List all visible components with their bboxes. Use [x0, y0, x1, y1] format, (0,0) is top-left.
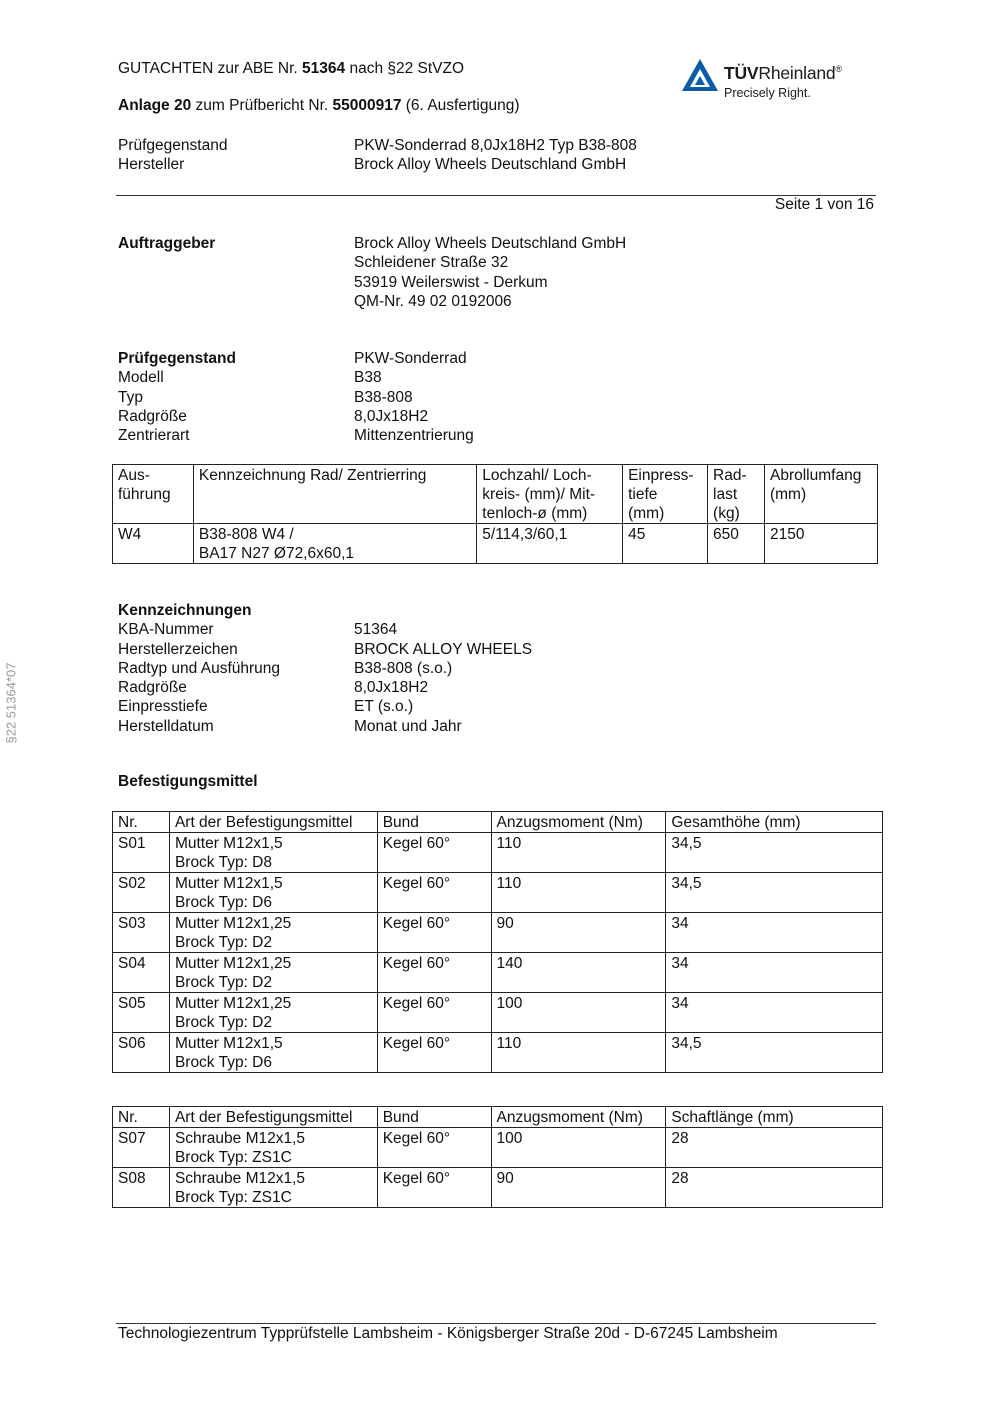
befestigung-heading — [118, 773, 258, 791]
col-header: Abrollumfang (mm) — [764, 465, 877, 524]
table-cell: Mutter M12x1,25 Brock Typ: D2 — [169, 913, 377, 953]
table-cell: Schraube M12x1,5 Brock Typ: ZS1C — [169, 1168, 377, 1208]
kz-key: Herstellerzeichen — [118, 640, 238, 658]
table-cell: Kegel 60° — [377, 1033, 491, 1073]
header-rule — [116, 195, 876, 196]
table-row — [113, 1128, 883, 1168]
header-key: Prüfgegenstand — [118, 137, 228, 154]
table-row — [113, 833, 883, 873]
fastener-table-1 — [112, 811, 883, 1073]
pruef-value: B38 — [354, 369, 382, 387]
table-cell: 28 — [666, 1128, 883, 1168]
report-title — [118, 60, 464, 78]
table-cell: 34,5 — [666, 833, 883, 873]
pruef-key: Radgröße — [118, 407, 187, 425]
pruef-row — [118, 368, 474, 387]
header-value: PKW-Sonderrad 8,0Jx18H2 Typ B38-808 — [354, 137, 637, 154]
pruef-value: 8,0Jx18H2 — [354, 407, 429, 425]
table-cell: Kegel 60° — [377, 1168, 491, 1208]
col-header: Aus- führung — [113, 465, 194, 524]
wheel-table-header — [113, 465, 878, 524]
auftraggeber-row — [118, 292, 626, 311]
table-cell: Kegel 60° — [377, 993, 491, 1033]
col-header: Einpress- tiefe (mm) — [623, 465, 708, 524]
col-header: Art der Befestigungsmittel — [169, 812, 377, 833]
table-cell: 100 — [491, 1128, 666, 1168]
table-cell: Mutter M12x1,5 Brock Typ: D6 — [169, 1033, 377, 1073]
table-cell: Mutter M12x1,5 Brock Typ: D6 — [169, 873, 377, 913]
kennzeichnungen-label: Kennzeichnungen — [118, 602, 252, 619]
kz-value: Monat und Jahr — [354, 717, 462, 735]
kz-value: ET (s.o.) — [354, 698, 414, 716]
table-cell: 140 — [491, 953, 666, 993]
table-cell: Kegel 60° — [377, 833, 491, 873]
wheel-table — [112, 464, 878, 564]
table-cell: 100 — [491, 993, 666, 1033]
table-cell: Kegel 60° — [377, 1128, 491, 1168]
title-suffix: nach §22 StVZO — [345, 60, 465, 77]
pruef-value: B38-808 — [354, 388, 413, 406]
table-cell: W4 — [113, 524, 194, 564]
col-header: Nr. — [113, 812, 170, 833]
kz-row — [118, 659, 532, 678]
pruef-value: PKW-Sonderrad — [354, 350, 467, 367]
table-cell: S01 — [113, 833, 170, 873]
title-text: GUTACHTEN zur ABE Nr. — [118, 60, 303, 77]
header-row — [118, 155, 637, 174]
tuv-triangle-icon — [680, 57, 720, 95]
subtitle-text: zum Prüfbericht Nr. — [191, 97, 333, 114]
table-cell: S02 — [113, 873, 170, 913]
kz-key: Einpresstiefe — [118, 698, 208, 716]
table-cell: Mutter M12x1,5 Brock Typ: D8 — [169, 833, 377, 873]
table-cell: 2150 — [764, 524, 877, 564]
table-cell: Kegel 60° — [377, 913, 491, 953]
table-cell: 90 — [491, 913, 666, 953]
col-header: Bund — [377, 1107, 491, 1128]
kz-row — [118, 620, 532, 639]
logo-tagline: Precisely Right. — [724, 86, 811, 100]
kz-value: B38-808 (s.o.) — [354, 659, 453, 677]
table-cell: S05 — [113, 993, 170, 1033]
kz-row — [118, 697, 532, 716]
pruef-key: Zentrierart — [118, 427, 190, 445]
table-cell: 28 — [666, 1168, 883, 1208]
kz-key: KBA-Nummer — [118, 621, 214, 639]
auftraggeber-line: Brock Alloy Wheels Deutschland GmbH — [354, 235, 627, 252]
pruef-label: Prüfgegenstand — [118, 350, 236, 367]
col-header: Anzugsmoment (Nm) — [491, 812, 666, 833]
report-number: 55000917 — [332, 97, 402, 114]
table-cell: Kegel 60° — [377, 873, 491, 913]
col-header: Rad- last (kg) — [708, 465, 765, 524]
col-header: Gesamthöhe (mm) — [666, 812, 883, 833]
kz-value: BROCK ALLOY WHEELS — [354, 640, 533, 658]
auftraggeber-line: QM-Nr. 49 02 0192006 — [354, 292, 512, 310]
table-cell: B38-808 W4 / BA17 N27 Ø72,6x60,1 — [193, 524, 476, 564]
table-cell: 110 — [491, 873, 666, 913]
pruef-row — [118, 388, 474, 407]
table-row — [113, 993, 883, 1033]
table-row — [113, 1033, 883, 1073]
table-row — [113, 873, 883, 913]
befestigung-label: Befestigungsmittel — [118, 773, 258, 790]
table-row — [113, 953, 883, 993]
table-cell: 34 — [666, 953, 883, 993]
table-row — [113, 524, 878, 564]
table-cell: 34 — [666, 993, 883, 1033]
logo-brand-bold: TÜV — [724, 63, 759, 83]
anlage-label: Anlage 20 — [118, 97, 192, 114]
table-cell: S04 — [113, 953, 170, 993]
fastener-table-header — [113, 1107, 883, 1128]
pruef-row — [118, 349, 474, 368]
tuv-logo — [680, 55, 870, 105]
kz-value: 51364 — [354, 621, 398, 639]
logo-reg: ® — [835, 64, 842, 75]
pruef-key: Typ — [118, 388, 143, 406]
kz-row — [118, 678, 532, 697]
fastener-table-header — [113, 812, 883, 833]
table-cell: 110 — [491, 1033, 666, 1073]
col-header: Schaftlänge (mm) — [666, 1107, 883, 1128]
kennzeichnungen-section — [118, 601, 532, 736]
auftraggeber-line: 53919 Weilerswist - Derkum — [354, 273, 548, 291]
logo-brand-rest: Rheinland — [758, 63, 836, 83]
table-cell: 90 — [491, 1168, 666, 1208]
pruef-row — [118, 426, 474, 445]
auftraggeber-row — [118, 273, 626, 292]
auftraggeber-row — [118, 234, 626, 253]
side-stamp-text: §22 51364*07 — [3, 662, 19, 744]
col-header: Art der Befestigungsmittel — [169, 1107, 377, 1128]
table-cell: 650 — [708, 524, 765, 564]
kz-value: 8,0Jx18H2 — [354, 679, 429, 697]
pruef-value: Mittenzentrierung — [354, 427, 474, 445]
header-info — [118, 136, 637, 175]
abe-number: 51364 — [302, 60, 346, 77]
table-row — [113, 1168, 883, 1208]
table-cell: Mutter M12x1,25 Brock Typ: D2 — [169, 953, 377, 993]
kz-row — [118, 717, 532, 736]
col-header: Kennzeichnung Rad/ Zentrierring — [193, 465, 476, 524]
kz-key: Herstelldatum — [118, 717, 214, 735]
report-subtitle — [118, 97, 520, 115]
kz-key: Radtyp und Ausführung — [118, 659, 281, 677]
kz-key: Radgröße — [118, 679, 187, 697]
table-cell: 34 — [666, 913, 883, 953]
fastener-table-2 — [112, 1106, 883, 1208]
side-stamp — [0, 648, 22, 758]
table-cell: Mutter M12x1,25 Brock Typ: D2 — [169, 993, 377, 1033]
footer-rule — [116, 1323, 876, 1324]
logo-brand — [724, 63, 842, 84]
footer-text: Technologiezentrum Typprüfstelle Lambsheim - Königsberger Straße 20d - D-67245 Lambsheim — [118, 1325, 778, 1342]
table-cell: Kegel 60° — [377, 953, 491, 993]
page-number: Seite 1 von 16 — [774, 196, 874, 213]
auftraggeber-label: Auftraggeber — [118, 235, 216, 252]
pruef-row — [118, 407, 474, 426]
header-value: Brock Alloy Wheels Deutschland GmbH — [354, 156, 627, 174]
table-cell: S07 — [113, 1128, 170, 1168]
kz-row — [118, 601, 532, 620]
col-header: Nr. — [113, 1107, 170, 1128]
header-key: Hersteller — [118, 156, 185, 174]
table-row — [113, 913, 883, 953]
table-cell: S03 — [113, 913, 170, 953]
col-header: Bund — [377, 812, 491, 833]
auftraggeber-row — [118, 253, 626, 272]
table-cell: 45 — [623, 524, 708, 564]
header-row — [118, 136, 637, 155]
table-cell: S08 — [113, 1168, 170, 1208]
table-cell: 5/114,3/60,1 — [477, 524, 623, 564]
table-cell: 110 — [491, 833, 666, 873]
table-cell: 34,5 — [666, 873, 883, 913]
table-cell: Schraube M12x1,5 Brock Typ: ZS1C — [169, 1128, 377, 1168]
table-cell: S06 — [113, 1033, 170, 1073]
pruef-key: Modell — [118, 369, 164, 387]
subtitle-suffix: (6. Ausfertigung) — [401, 97, 520, 114]
pruefgegenstand-section — [118, 349, 474, 445]
auftraggeber-line: Schleidener Straße 32 — [354, 254, 509, 272]
auftraggeber-section — [118, 234, 626, 311]
col-header: Anzugsmoment (Nm) — [491, 1107, 666, 1128]
kz-row — [118, 640, 532, 659]
col-header: Lochzahl/ Loch- kreis- (mm)/ Mit- tenloch-ø (mm) — [477, 465, 623, 524]
table-cell: 34,5 — [666, 1033, 883, 1073]
